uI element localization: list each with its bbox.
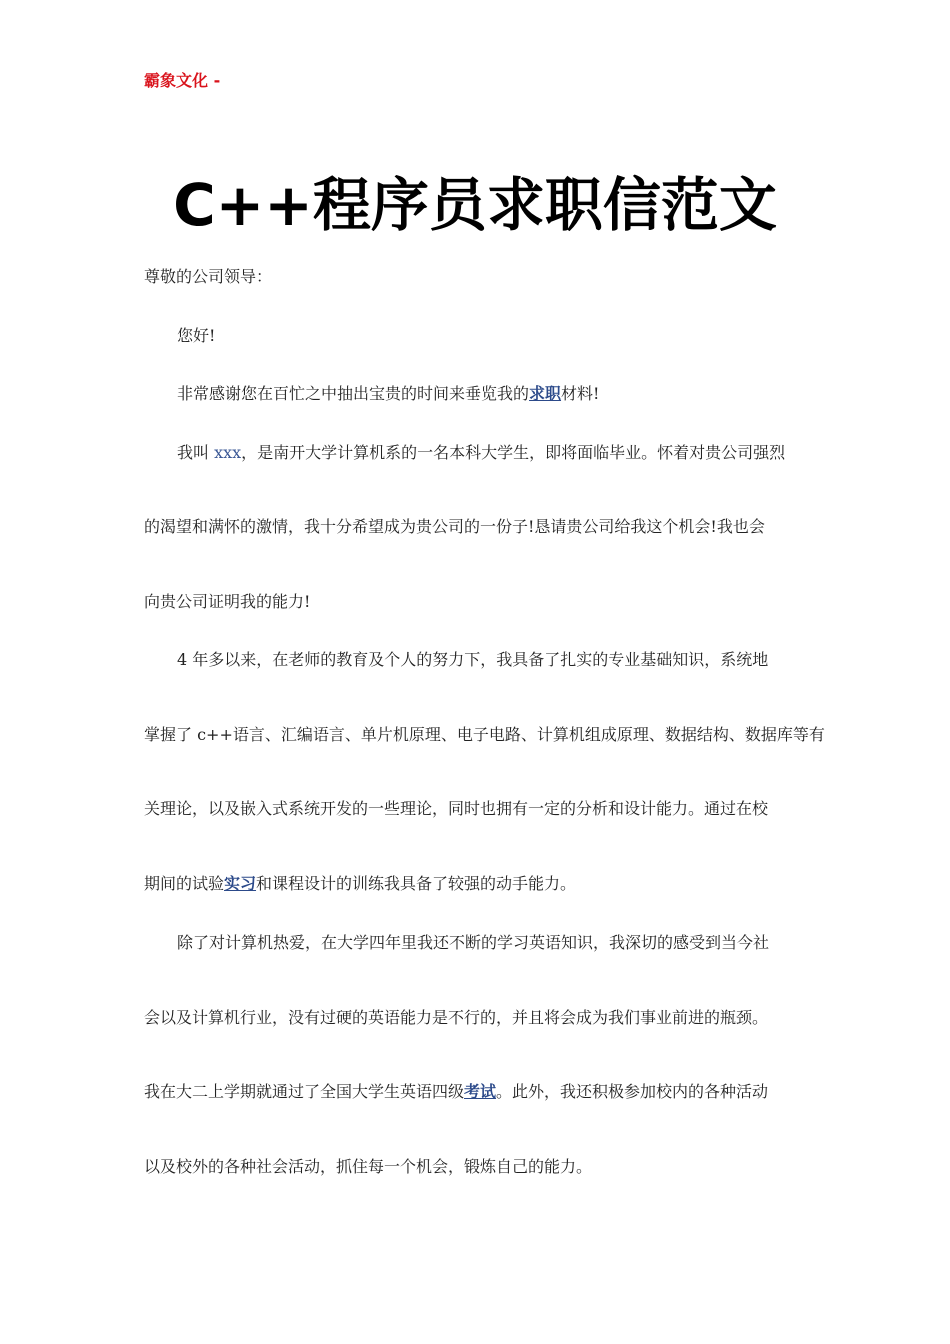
paragraph-4-line-4: 以及校外的各种社会活动，抓住每一个机会，锻炼自己的能力。	[144, 1157, 593, 1176]
paragraph-3-line-3: 关理论，以及嵌入式系统开发的一些理论，同时也拥有一定的分析和设计能力。通过在校	[144, 799, 769, 818]
paragraph-3-line-4	[144, 871, 824, 894]
text: 材料!	[561, 384, 600, 403]
link-shixi[interactable]: 实习	[224, 874, 257, 893]
text: 和课程设计的训练我具备了较强的动手能力。	[256, 874, 577, 893]
text: 期间的试验	[144, 874, 225, 893]
link-qiuzhi[interactable]: 求职	[529, 384, 562, 403]
paragraph-2-line-2: 的渴望和满怀的激情，我十分希望成为贵公司的一份子!恳请贵公司给我这个机会!我也会	[144, 517, 765, 536]
brand-header: 霸象文化 -	[144, 71, 221, 90]
greeting: 您好!	[177, 326, 216, 345]
paragraph-3-line-1: 4 年多以来，在老师的教育及个人的努力下，我具备了扎实的专业基础知识，系统地	[177, 650, 769, 669]
salutation: 尊敬的公司领导：	[144, 267, 273, 286]
link-kaoshi[interactable]: 考试	[464, 1082, 497, 1101]
text: ，是南开大学计算机系的一名本科大学生，即将面临毕业。怀着对贵公司强烈	[241, 443, 786, 462]
paragraph-4-line-2: 会以及计算机行业，没有过硬的英语能力是不行的，并且将会成为我们事业前进的瓶颈。	[144, 1008, 769, 1027]
paragraph-4-line-1: 除了对计算机热爱，在大学四年里我还不断的学习英语知识，我深切的感受到当今社	[177, 933, 770, 952]
document-title: C++程序员求职信范文	[173, 171, 777, 239]
text: 非常感谢您在百忙之中抽出宝贵的时间来垂览我的	[177, 384, 530, 403]
paragraph-3-line-2: 掌握了 c++语言、汇编语言、单片机原理、电子电路、计算机组成原理、数据结构、数据库等有	[144, 725, 825, 744]
link-name[interactable]: xxx	[214, 443, 242, 462]
paragraph-4-line-3	[144, 1079, 824, 1102]
paragraph-2-line-1	[177, 440, 857, 463]
paragraph-2-line-3: 向贵公司证明我的能力!	[144, 592, 311, 611]
paragraph-1	[177, 381, 857, 404]
text: 我在大二上学期就通过了全国大学生英语四级	[144, 1082, 465, 1101]
text: 。此外，我还积极参加校内的各种活动	[496, 1082, 769, 1101]
text: 我叫	[177, 443, 215, 462]
